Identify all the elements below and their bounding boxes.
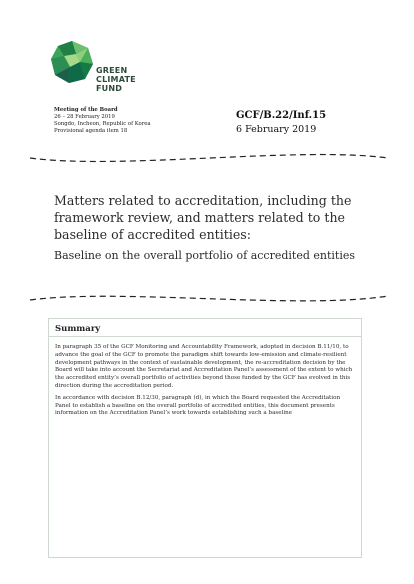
summary-paragraph-2: In accordance with decision B.12/30, paragraph (d), in which the Board requested the Accreditation Panel to establish a baseline on the overall portfolio of accredited entities, this document presents information on the Accreditation Panel’s work towards establishing such a baseline bbox=[55, 394, 341, 417]
document-reference: GCF/B.22/Inf.15 bbox=[236, 110, 327, 121]
summary-divider bbox=[49, 336, 361, 337]
document-title: Matters related to accreditation, including the framework review, and matters related to the baseline of accredited entities: bbox=[54, 193, 352, 242]
summary-box bbox=[48, 318, 362, 558]
meeting-agenda-item: Provisional agenda item 18 bbox=[54, 128, 128, 134]
meeting-info bbox=[54, 107, 151, 135]
document-subtitle: Baseline on the overall portfolio of accredited entities bbox=[54, 249, 356, 262]
logo-line-climate: CLIMATE bbox=[96, 75, 136, 84]
gcf-logo-icon bbox=[50, 40, 94, 84]
summary-heading: Summary bbox=[55, 324, 101, 334]
logo-line-green: GREEN bbox=[96, 66, 128, 75]
header-dashed-divider bbox=[0, 148, 414, 168]
meeting-location: Songdo, Incheon, Republic of Korea bbox=[54, 121, 151, 127]
gcf-logo-wordmark bbox=[96, 66, 136, 93]
logo-line-fund: FUND bbox=[96, 84, 123, 93]
meeting-dates: 26 – 28 February 2019 bbox=[54, 114, 115, 120]
title-dashed-divider bbox=[0, 288, 414, 308]
document-date: 6 February 2019 bbox=[236, 124, 317, 135]
summary-paragraph-1: In paragraph 35 of the GCF Monitoring and Accountability Framework, adopted in decision B.11/10, to advance the goal of the GCF to promote the paradigm shift towards low-emission and climate-resilient development pathways in the context of sustainable development, the re-accreditation decision by the Board will take into account the Secretariat and Accreditation Panel’s assessment of the extent to which the accredited entity’s overall portfolio of activities beyond those funded by the GCF has evolved in this direction during the accreditation period. bbox=[55, 344, 353, 389]
meeting-title: Meeting of the Board bbox=[54, 107, 118, 113]
